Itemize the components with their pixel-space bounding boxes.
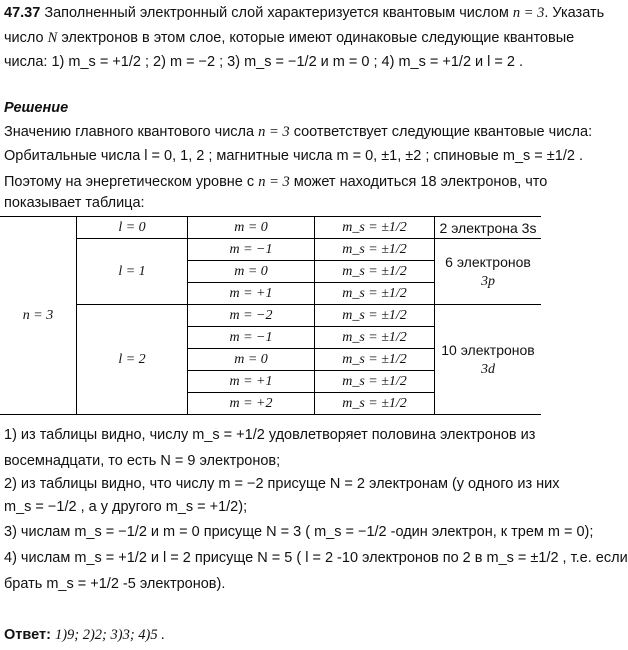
ms-cell: m_s = ±1/2 bbox=[315, 305, 435, 327]
ms-cell: m_s = ±1/2 bbox=[315, 327, 435, 349]
solution-p3-text: Поэтому на энергетическом уровне с bbox=[4, 174, 255, 190]
l-cell: l = 1 bbox=[77, 239, 188, 305]
solution-p2: Орбитальные числа l = 0, 1, 2 ; магнитные числа m = 0, ±1, ±2 ; спиновые m_s = ±1/2 . bbox=[4, 148, 583, 164]
m-cell: m = −1 bbox=[188, 239, 315, 261]
solution-p3 bbox=[4, 172, 547, 192]
answer-4-line-1: 4) числам m_s = +1/2 и l = 2 присуще N = 5 ( l = 2 -10 электронов по 2 в m_s = ±1/2 , т.е. если bbox=[4, 550, 628, 566]
solution-heading: Решение bbox=[4, 100, 69, 116]
solution-p4: показывает таблица: bbox=[4, 195, 145, 211]
solution-p1-text-end: соответствует следующие квантовые числа: bbox=[293, 124, 593, 140]
solution-p1-text: Значению главного квантового числа bbox=[4, 124, 255, 140]
m-cell: m = −1 bbox=[188, 327, 315, 349]
ms-cell: m_s = ±1/2 bbox=[315, 393, 435, 415]
quantum-table bbox=[0, 216, 541, 415]
solution-p3-text-end: может находиться 18 электронов, что bbox=[293, 174, 548, 190]
l-cell: l = 2 bbox=[77, 305, 188, 415]
m-cell: m = −2 bbox=[188, 305, 315, 327]
m-cell: m = +2 bbox=[188, 393, 315, 415]
answer-4-line-2: брать m_s = +1/2 -5 электронов). bbox=[4, 576, 226, 592]
solution-p3-math: n = 3 bbox=[258, 174, 290, 190]
ms-cell: m_s = ±1/2 bbox=[315, 217, 435, 239]
answer-2-line-2: m_s = −1/2 , а у другого m_s = +1/2); bbox=[4, 499, 248, 515]
m-cell: m = +1 bbox=[188, 283, 315, 305]
l-cell: l = 0 bbox=[77, 217, 188, 239]
ms-cell: m_s = ±1/2 bbox=[315, 239, 435, 261]
ms-cell: m_s = ±1/2 bbox=[315, 261, 435, 283]
problem-math-N: N bbox=[47, 30, 58, 46]
m-cell: m = 0 bbox=[188, 261, 315, 283]
table-row bbox=[0, 305, 541, 327]
table-row bbox=[0, 217, 541, 239]
ms-cell: m_s = ±1/2 bbox=[315, 283, 435, 305]
answer-2-line-1: 2) из таблицы видно, что числу m = −2 присуще N = 2 электронам (у одного из них bbox=[4, 476, 560, 492]
answer-1-line-2: восемнадцати, то есть N = 9 электронов; bbox=[4, 453, 281, 469]
table-row bbox=[0, 239, 541, 261]
n-cell: n = 3 bbox=[0, 217, 77, 415]
problem-line-1 bbox=[4, 3, 604, 23]
problem-number: 47.37 bbox=[4, 5, 41, 21]
electrons-count: 6 электронов bbox=[445, 253, 531, 270]
answer-1-line-1: 1) из таблицы видно, числу m_s = +1/2 удовлетворяет половина электронов из bbox=[4, 427, 536, 443]
electrons-cell: 2 электрона 3s bbox=[435, 217, 542, 239]
m-cell: m = +1 bbox=[188, 371, 315, 393]
final-answer-label: Ответ: bbox=[4, 627, 51, 643]
problem-text-2: число bbox=[4, 30, 44, 46]
electrons-count: 10 электронов bbox=[441, 341, 535, 358]
problem-line-3: числа: 1) m_s = +1/2 ; 2) m = −2 ; 3) m_s = −1/2 и m = 0 ; 4) m_s = +1/2 и l = 2 . bbox=[4, 54, 524, 70]
final-answer-value: 1)9; 2)2; 3)3; 4)5 . bbox=[54, 627, 165, 643]
electrons-cell bbox=[435, 239, 542, 305]
ms-cell: m_s = ±1/2 bbox=[315, 349, 435, 371]
m-cell: m = 0 bbox=[188, 217, 315, 239]
ms-cell: m_s = ±1/2 bbox=[315, 371, 435, 393]
electrons-orbital: 3p bbox=[481, 273, 495, 289]
problem-text-1-end: . Указать bbox=[544, 5, 605, 21]
problem-text-2-end: электронов в этом слое, которые имеют одинаковые следующие квантовые bbox=[61, 30, 575, 46]
problem-math-n: n = 3 bbox=[512, 5, 545, 21]
m-cell: m = 0 bbox=[188, 349, 315, 371]
answer-3: 3) числам m_s = −1/2 и m = 0 присуще N = 3 ( m_s = −1/2 -один электрон, к трем m = 0); bbox=[4, 524, 594, 540]
final-answer bbox=[4, 625, 165, 645]
electrons-orbital: 3d bbox=[481, 361, 495, 377]
electrons-cell bbox=[435, 305, 542, 415]
problem-text-1: Заполненный электронный слой характеризуется квантовым числом bbox=[44, 5, 509, 21]
solution-p1-math: n = 3 bbox=[258, 124, 290, 140]
problem-line-2 bbox=[4, 28, 574, 48]
solution-p1 bbox=[4, 122, 592, 142]
